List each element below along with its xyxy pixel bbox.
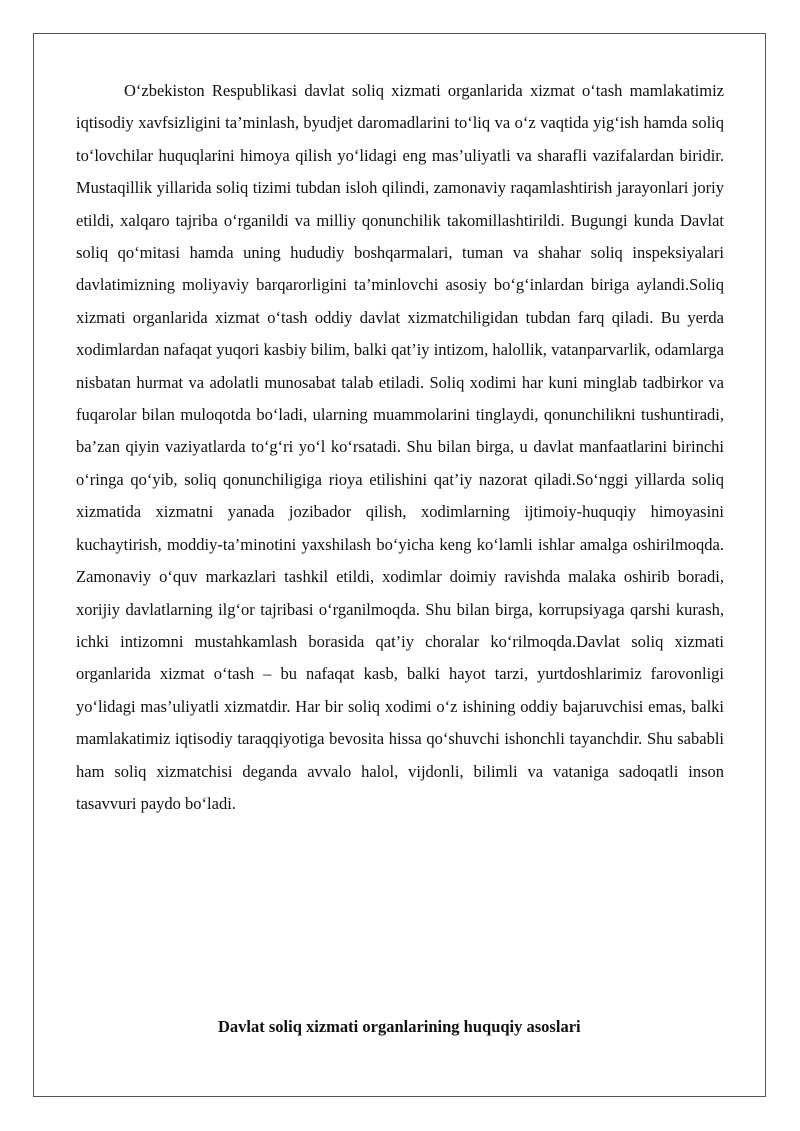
section-heading: Davlat soliq xizmati organlarining huquqiy asoslari: [218, 1017, 581, 1036]
body-paragraph: O‘zbekiston Respublikasi davlat soliq xizmati organlarida xizmat o‘tash mamlakatimiz iqtisodiy xavfsizligini ta’minlash, byudjet daromadlarini to‘liq va o‘z vaqtida yig‘ish hamda soliq to‘lovchilar huquqlarini himoya qilish yo‘lidagi eng mas’uliyatli va sharafli vazifalardan biridir. Mustaqillik yillarida soliq tizimi tubdan isloh qilindi, zamonaviy raqamlashtirish jarayonlari joriy etildi, xalqaro tajriba o‘rganildi va milliy qonunchilik takomillashtirildi. Bugungi kunda Davlat soliq qo‘mitasi hamda uning hududiy boshqarmalari, tuman va shahar soliq inspeksiyalari davlatimizning moliyaviy barqarorligini ta’minlovchi asosiy bo‘g‘inlardan biriga aylandi.Soliq xizmati organlarida xizmat o‘tash oddiy davlat xizmatchiligidan tubdan farq qiladi. Bu yerda xodimlardan nafaqat yuqori kasbiy bilim, balki qat’iy intizom, halollik, vatanparvarlik, odamlarga nisbatan hurmat va adolatli munosabat talab etiladi. Soliq xodimi har kuni minglab tadbirkor va fuqarolar bilan muloqotda bo‘ladi, ularning muammolarini tinglaydi, qonunchilikni tushuntiradi, ba’zan qiyin vaziyatlarda to‘g‘ri yo‘l ko‘rsatadi. Shu bilan birga, u davlat manfaatlarini birinchi o‘ringa qo‘yib, soliq qonunchiligiga rioya etilishini qat’iy nazorat qiladi.So‘nggi yillarda soliq xizmatida xizmatni yanada jozibador qilish, xodimlarning ijtimoiy-huquqiy himoyasini kuchaytirish, moddiy-ta’minotini yaxshilash bo‘yicha keng ko‘lamli ishlar amalga oshirilmoqda. Zamonaviy o‘quv markazlari tashkil etildi, xodimlar doimiy ravishda malaka oshirib boradi, xorijiy davlatlarning ilg‘or tajribasi o‘rganilmoqda. Shu bilan birga, korrupsiyaga qarshi kurash, ichki intizomni mustahkamlash borasida qat’iy choralar ko‘rilmoqda.Davlat soliq xizmati organlarida xizmat o‘tash – bu nafaqat kasb, balki hayot tarzi, yurtdoshlarimiz farovonligi yo‘lidagi mas’uliyatli xizmatdir. Har bir soliq xodimi o‘z ishining oddiy bajaruvchisi emas, balki mamlakatimiz iqtisodiy taraqqiyotiga bevosita hissa qo‘shuvchi ishonchli tayanchdir. Shu sababli ham soliq xizmatchisi deganda avvalo halol, vijdonli, bilimli va vataniga sadoqatli inson tasavvuri paydo bo‘ladi.: [76, 81, 724, 813]
